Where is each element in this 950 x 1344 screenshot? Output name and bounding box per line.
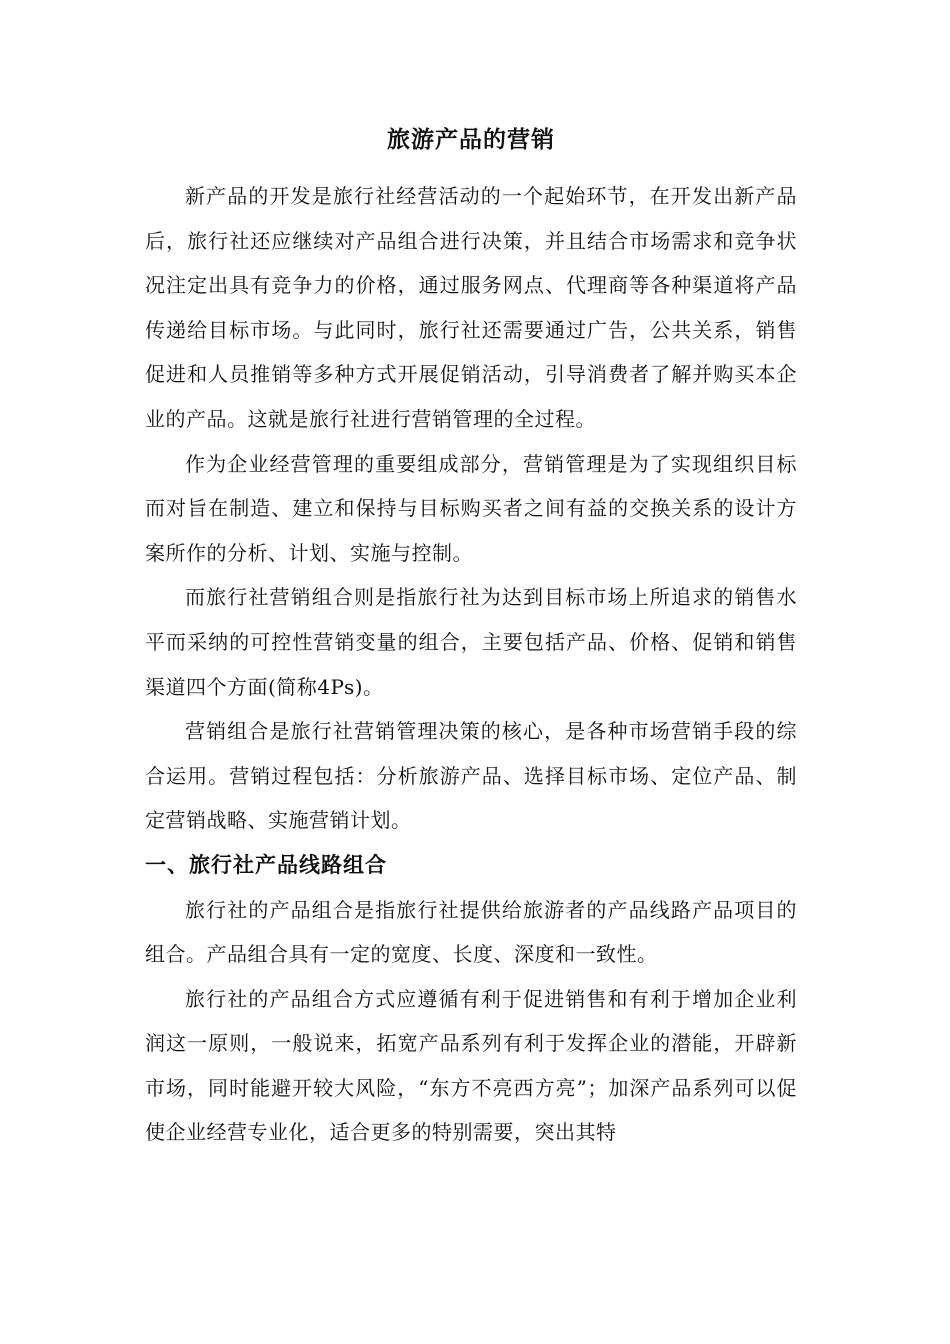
intro-paragraph-4: 营销组合是旅行社营销管理决策的核心，是各种市场营销手段的综合运用。营销过程包括：分析旅游产品、选择目标市场、定位产品、制定营销战略、实施营销计划。 [145, 719, 797, 833]
intro-paragraph-1: 新产品的开发是旅行社经营活动的一个起始环节，在开发出新产品后，旅行社还应继续对产品组合进行决策，并且结合市场需求和竞争状况注定出具有竞争力的价格，通过服务网点、代理商等各种渠道将产品传递给目标市场。与此同时，旅行社还需要通过广告，公共关系，销售促进和人员推销等多种方式开展促销活动，引导消费者了解并购买本企业的产品。这就是旅行社进行营销管理的全过程。 [145, 184, 797, 431]
intro-paragraph-3: 而旅行社营销组合则是指旅行社为达到目标市场上所追求的销售水平而采纳的可控性营销变量的组合，主要包括产品、价格、促销和销售渠道四个方面(简称4Ps)。 [145, 585, 797, 699]
intro-paragraph-2: 作为企业经营管理的重要组成部分，营销管理是为了实现组织目标而对旨在制造、建立和保持与目标购买者之间有益的交换关系的设计方案所作的分析、计划、实施与控制。 [145, 451, 797, 565]
section-heading-product-line: 一、旅行社产品线路组合 [145, 852, 387, 877]
document-title: 旅游产品的营销 [387, 127, 555, 153]
section1-paragraph-2: 旅行社的产品组合方式应遵循有利于促进销售和有利于增加企业利润这一原则，一般说来，拓宽产品系列有利于发挥企业的潜能，开辟新市场，同时能避开较大风险，“东方不亮西方亮”；加深产品系列可以促使企业经营专业化，适合更多的特别需要，突出其特 [145, 986, 797, 1145]
section1-paragraph-1: 旅行社的产品组合是指旅行社提供给旅游者的产品线路产品项目的组合。产品组合具有一定的宽度、长度、深度和一致性。 [145, 897, 797, 967]
document-body [145, 118, 797, 1155]
